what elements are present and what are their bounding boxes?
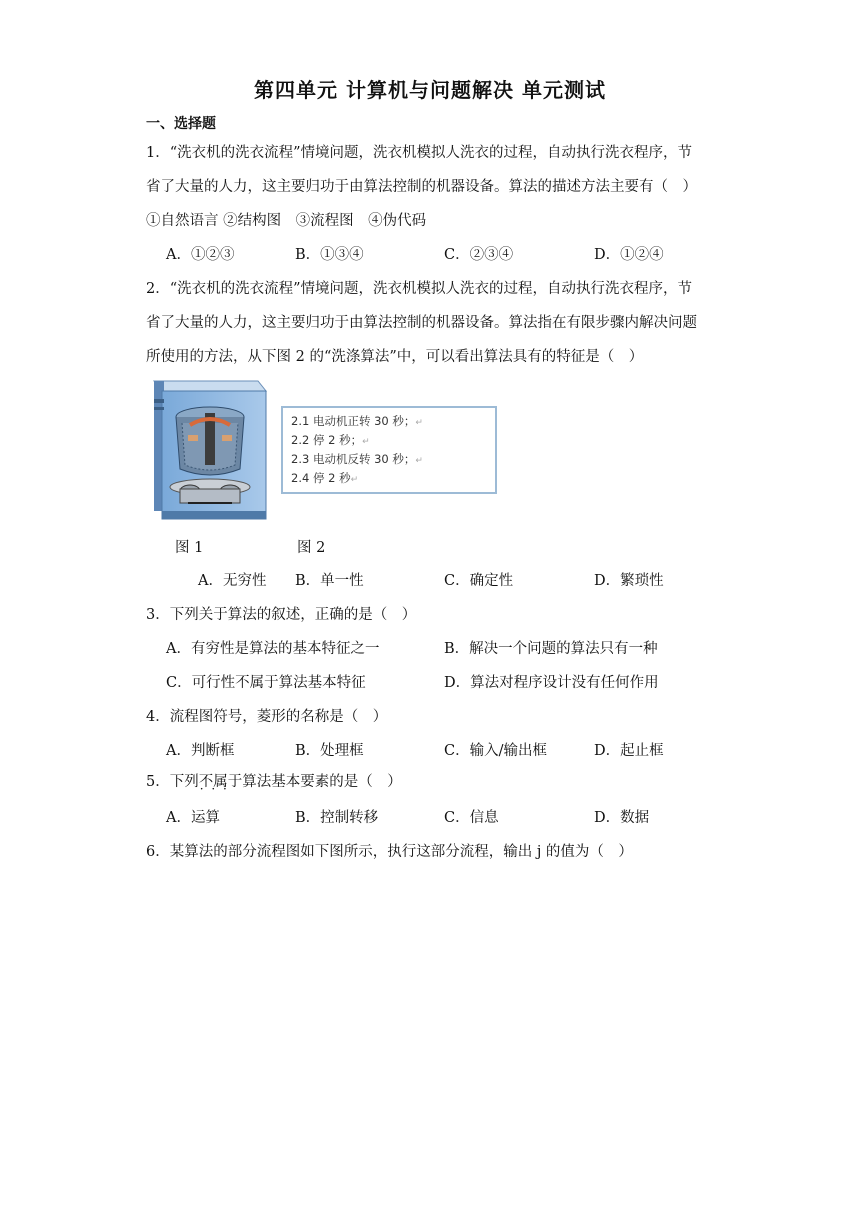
q4-option-a: A．判断框 (166, 743, 235, 759)
question-1-line-2: 省了大量的人力，这主要归功于由算法控制的机器设备。算法的描述方法主要有（ ） (146, 179, 697, 195)
q2-option-a: A．无穷性 (198, 573, 267, 589)
question-3: 3．下列关于算法的叙述，正确的是（ ） (146, 607, 417, 623)
q5-option-c: C．信息 (444, 810, 499, 826)
section-heading: 一、选择题 (146, 116, 216, 132)
q2-option-b: B．单一性 (295, 573, 364, 589)
q3-option-b: B．解决一个问题的算法只有一种 (444, 641, 658, 657)
wash-algorithm-box (281, 406, 497, 494)
question-2-line-3: 所使用的方法，从下图 2 的“洗涤算法”中，可以看出算法具有的特征是（ ） (146, 349, 644, 365)
figure-2-caption: 图 2 (297, 540, 326, 556)
q4-option-d: D．起止框 (594, 743, 664, 759)
page-title: 第四单元 计算机与问题解决 单元测试 (254, 78, 606, 102)
q5-option-a: A．运算 (166, 810, 220, 826)
question-1-line-3: ①自然语言 ②结构图 ③流程图 ④伪代码 (146, 213, 427, 229)
algo-step-4: 2.4 停 2 秒 (291, 471, 351, 485)
paragraph-mark-icon: ↵ (415, 418, 423, 428)
q3-option-c: C．可行性不属于算法基本特征 (166, 675, 366, 691)
q1-option-d: D．①②④ (594, 247, 664, 263)
question-5-prefix: 5．下列 (146, 774, 199, 790)
question-6: 6．某算法的部分流程图如下图所示，执行这部分流程，输出 j 的值为（ ） (146, 844, 633, 860)
paragraph-mark-icon: ↵ (415, 456, 423, 466)
q5-option-b: B．控制转移 (295, 810, 379, 826)
question-2-line-2: 省了大量的人力，这主要归功于由算法控制的机器设备。算法指在有限步骤内解决问题 (146, 315, 697, 331)
washing-machine-illustration (148, 377, 270, 522)
algo-step-3: 2.3 电动机反转 30 秒； (291, 452, 416, 466)
question-5-emphasis: 不属于 · · · (199, 770, 243, 791)
q3-option-d: D．算法对程序设计没有任何作用 (444, 675, 659, 691)
figure-1-caption: 图 1 (175, 540, 204, 556)
question-2-line-1: 2．“洗衣机的洗衣流程”情境问题，洗衣机模拟人洗衣的过程，自动执行洗衣程序，节 (146, 281, 693, 297)
q1-option-a: A．①②③ (166, 247, 235, 263)
q2-option-d: D．繁琐性 (594, 573, 664, 589)
q4-option-c: C．输入/输出框 (444, 743, 547, 759)
algo-step-2: 2.2 停 2 秒； (291, 433, 363, 447)
q2-option-c: C．确定性 (444, 573, 514, 589)
algo-step-1: 2.1 电动机正转 30 秒； (291, 414, 416, 428)
q3-option-a: A．有穷性是算法的基本特征之一 (166, 641, 380, 657)
question-5 (146, 770, 402, 791)
q1-option-c: C．②③④ (444, 247, 514, 263)
paragraph-mark-icon: ↵ (350, 475, 359, 485)
question-1-line-1: 1．“洗衣机的洗衣流程”情境问题，洗衣机模拟人洗衣的过程，自动执行洗衣程序，节 (146, 145, 693, 161)
q5-option-d: D．数据 (594, 810, 650, 826)
question-5-suffix: 算法基本要素的是（ ） (242, 774, 402, 790)
question-4: 4．流程图符号，菱形的名称是（ ） (146, 709, 388, 725)
paragraph-mark-icon: ↵ (362, 437, 370, 447)
q4-option-b: B．处理框 (295, 743, 364, 759)
q1-option-b: B．①③④ (295, 247, 364, 263)
